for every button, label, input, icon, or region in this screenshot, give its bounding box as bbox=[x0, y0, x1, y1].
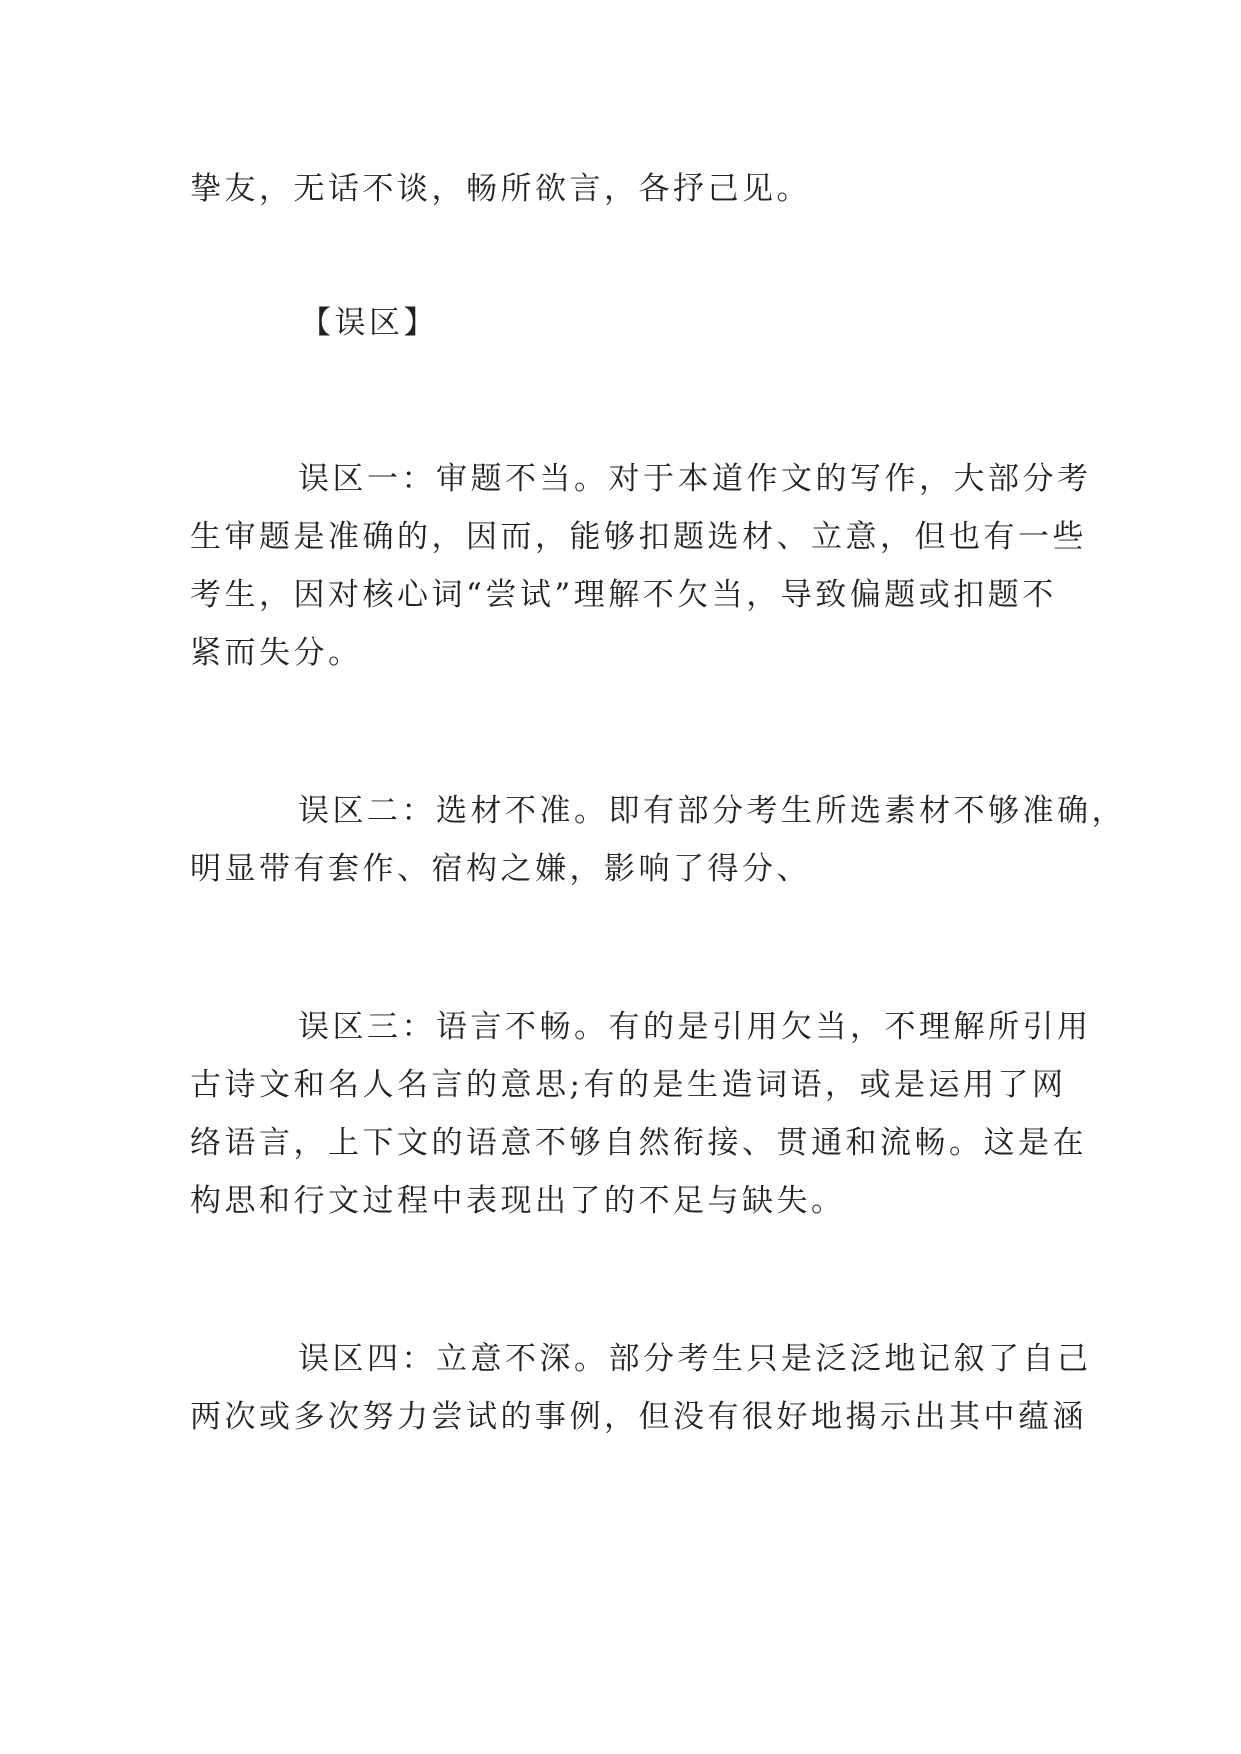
section-heading: 【误区】 bbox=[300, 305, 438, 341]
paragraph-line: 误区四：立意不深。部分考生只是泛泛地记叙了自己 bbox=[298, 1341, 1092, 1377]
paragraph-line: 误区二：选材不准。即有部分考生所选素材不够准确， bbox=[298, 793, 1126, 829]
paragraph-line: 挚友，无话不谈，畅所欲言，各抒己见。 bbox=[190, 171, 811, 207]
paragraph-line: 误区三：语言不畅。有的是引用欠当，不理解所引用 bbox=[298, 1009, 1092, 1045]
paragraph-line: 构思和行文过程中表现出了的不足与缺失。 bbox=[190, 1183, 846, 1219]
paragraph-line: 紧而失分。 bbox=[190, 635, 363, 671]
paragraph-line: 生审题是准确的，因而，能够扣题选材、立意，但也有一些 bbox=[190, 519, 1087, 555]
paragraph-line: 明显带有套作、宿构之嫌，影响了得分、 bbox=[190, 851, 811, 887]
paragraph-line: 考生，因对核心词“尝试”理解不欠当，导致偏题或扣题不 bbox=[190, 577, 1057, 613]
paragraph-line: 古诗文和名人名言的意思;有的是生造词语，或是运用了网 bbox=[190, 1067, 1067, 1103]
paragraph-line: 误区一：审题不当。对于本道作文的写作，大部分考 bbox=[298, 461, 1092, 497]
paragraph-line: 两次或多次努力尝试的事例，但没有很好地揭示出其中蕴涵 bbox=[190, 1399, 1087, 1435]
paragraph-line: 络语言，上下文的语意不够自然衔接、贯通和流畅。这是在 bbox=[190, 1125, 1087, 1161]
